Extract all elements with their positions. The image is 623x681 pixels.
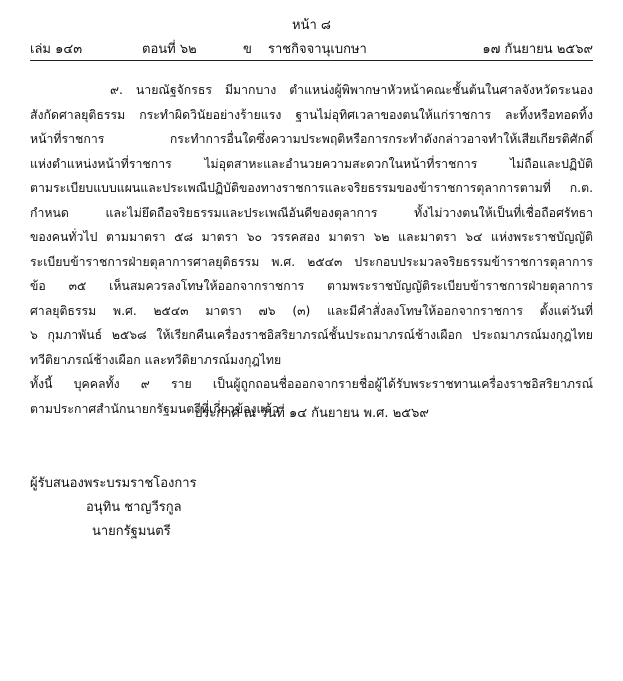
body-line: ตามประกาศสำนักนายกรัฐมนตรีที่เกี่ยวข้องแล้ว (30, 401, 279, 416)
announcement-date: ประกาศ ณ วันที่ ๑๔ กันยายน พ.ศ. ๒๕๖๙ (194, 406, 429, 421)
header-gazette-name: ราชกิจจานุเบกษา (268, 42, 367, 57)
page-number: หน้า ๘ (292, 18, 331, 33)
header-section: ข (243, 42, 252, 57)
body-line: ของคนทั่วไป ตามมาตรา ๕๘ มาตรา ๖๐ วรรคสอง มาตรา ๖๒ และมาตรา ๖๔ แห่งพระราชบัญญัติ (30, 230, 593, 244)
body-line: ตามระเบียบแบบแผนและประเพณีปฏิบัติของทางราชการและจริยธรรมของข้าราชการตุลาการตามที่ ก.ต. (30, 181, 593, 195)
gazette-header (30, 38, 593, 58)
document-body (30, 78, 593, 421)
header-divider (30, 60, 593, 61)
header-part: ตอนที่ ๖๒ (142, 42, 197, 57)
signature-block (30, 472, 197, 544)
countersign-title: ผู้รับสนองพระบรมราชโองการ (30, 476, 197, 491)
body-line: สังกัดศาลยุติธรรม กระทำผิดวินัยอย่างร้ายแรง ฐานไม่อุทิศเวลาของตนให้แก่ราชการ ละทิ้งหรือทอดทิ้ง (30, 107, 593, 122)
body-line: หน้าที่ราชการ กระทำการอื่นใดซึ่งความประพฤติหรือการกระทำดังกล่าวอาจทำให้เสียเกียรติศักดิ์ (30, 132, 593, 146)
signatory-position: นายกรัฐมนตรี (92, 524, 171, 539)
header-volume: เล่ม ๑๔๓ (30, 42, 83, 57)
header-date: ๑๗ กันยายน ๒๕๖๙ (482, 42, 593, 57)
body-line: ทวีติยาภรณ์ช้างเผือก และทวีติยาภรณ์มงกุฎไทย (30, 352, 282, 367)
body-line: ๙. นายณัฐจักรธร มีมากบาง ตำแหน่งผู้พิพากษาหัวหน้าคณะชั้นต้นในศาลจังหวัดระนอง (110, 83, 593, 97)
body-line: ศาลยุติธรรม พ.ศ. ๒๕๔๓ มาตรา ๗๖ (๓) และมีคำสั่งลงโทษให้ออกจากราชการ ตั้งแต่วันที่ (30, 303, 593, 318)
body-line: ข้อ ๓๕ เห็นสมควรลงโทษให้ออกจากราชการ ตามพระราชบัญญัติระเบียบข้าราชการฝ่ายตุลาการ (30, 279, 593, 293)
body-line: ทั้งนี้ บุคคลทั้ง ๙ ราย เป็นผู้ถูกถอนชื่อออกจากรายชื่อผู้ได้รับพระราชทานเครื่องราชอิสริยาภรณ์ (30, 377, 593, 391)
body-line: กำหนด และไม่ยึดถือจริยธรรมและประเพณีอันดีของตุลาการ ทั้งไม่วางตนให้เป็นที่เชื่อถือศรัทธา (30, 205, 593, 220)
signatory-name: อนุทิน ชาญวีรกูล (86, 500, 182, 515)
body-line: ระเบียบข้าราชการฝ่ายตุลาการศาลยุติธรรม พ.ศ. ๒๕๔๓ ประกอบประมวลจริยธรรมข้าราชการตุลาการ (30, 254, 593, 269)
body-line: แห่งตำแหน่งหน้าที่ราชการ ไม่อุตสาหะและอำนวยความสะดวกในหน้าที่ราชการ ไม่ถือและปฏิบัติ (30, 156, 593, 171)
body-line: ๖ กุมภาพันธ์ ๒๕๖๘ ให้เรียกคืนเครื่องราชอิสริยาภรณ์ชั้นประถมาภรณ์ช้างเผือก ประถมาภรณ์มงกุฎไทย (30, 328, 593, 342)
